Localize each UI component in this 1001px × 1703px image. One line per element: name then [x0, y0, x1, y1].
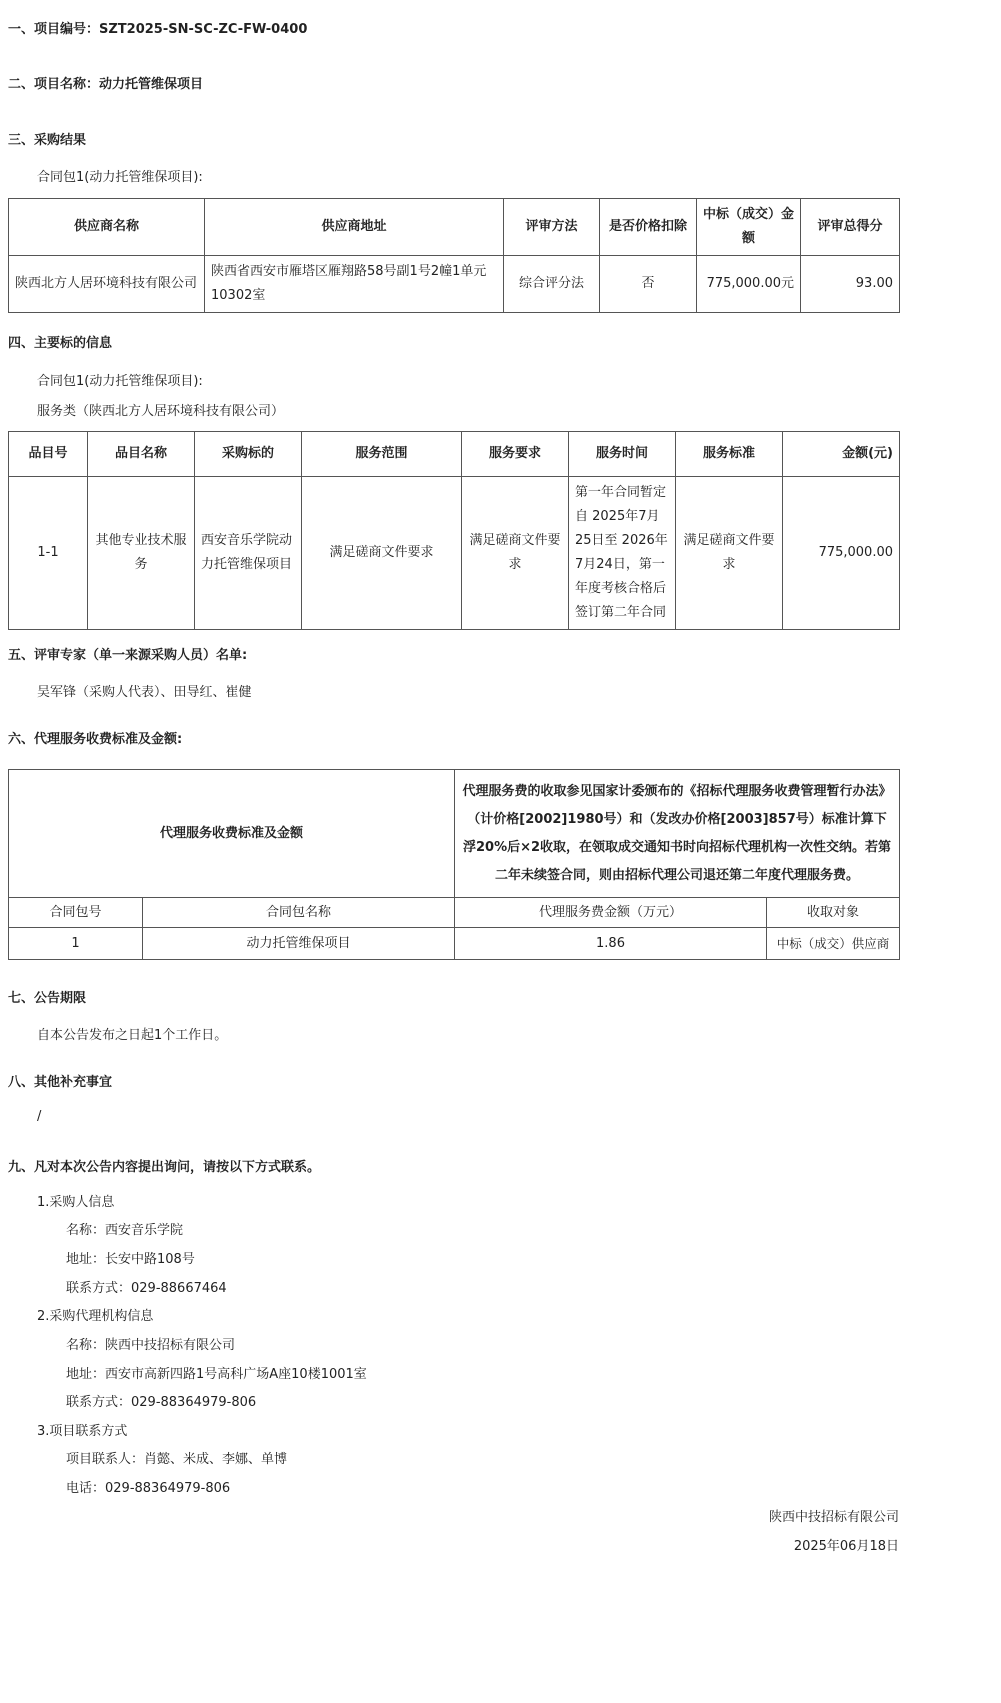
- table-row: [9, 477, 900, 630]
- purchaser-contact: 联系方式：029-88667464: [66, 1281, 227, 1296]
- section-9-title: 九、凡对本次公告内容提出询问，请按以下方式联系。: [8, 1160, 321, 1175]
- cell-award-amount: 775,000.00元: [697, 256, 801, 313]
- table-row: [9, 928, 900, 960]
- col-service-requirement: 服务要求: [462, 432, 569, 477]
- section-6-title: 六、代理服务收费标准及金额:: [8, 732, 183, 747]
- footer-company: 陕西中技招标有限公司: [768, 1510, 899, 1525]
- fee-standard-label: 代理服务收费标准及金额: [9, 770, 455, 898]
- cell-procurement-subject: 西安音乐学院动力托管维保项目: [195, 477, 302, 630]
- cell-fee-amount: 1.86: [455, 928, 767, 960]
- cell-package-name: 动力托管维保项目: [143, 928, 455, 960]
- cell-review-method: 综合评分法: [504, 256, 600, 313]
- cell-fee-payer: 中标（成交）供应商: [767, 928, 900, 960]
- agency-info-title: 2.采购代理机构信息: [37, 1309, 154, 1324]
- project-name-value: 动力托管维保项目: [99, 77, 204, 92]
- purchaser-info-title: 1.采购人信息: [37, 1195, 115, 1210]
- fee-standard-desc: 代理服务费的收取参见国家计委颁布的《招标代理服务收费管理暂行办法》（计价格[2002]1980号）和（发改办价格[2003]857号）标准计算下浮20%后×2收取，在领取成交通知书时向招标代理机构一次性交纳。若第二年未续签合同，则由招标代理公司退还第二年度代理服务费。: [455, 770, 900, 898]
- other-matters: /: [37, 1109, 42, 1124]
- project-number-value: SZT2025-SN-SC-ZC-FW-0400: [99, 22, 308, 37]
- col-package-name: 合同包名称: [143, 898, 455, 928]
- section-4-title: 四、主要标的信息: [8, 336, 113, 351]
- table-header-row: [9, 898, 900, 928]
- table-row: [9, 256, 900, 313]
- project-contact-person: 项目联系人：肖懿、米成、李娜、单博: [66, 1452, 288, 1467]
- project-number-line: [8, 18, 307, 37]
- col-supplier-address: 供应商地址: [205, 199, 504, 256]
- agency-name: 名称：陕西中技招标有限公司: [66, 1338, 236, 1353]
- project-name-line: [8, 73, 203, 92]
- col-service-standard: 服务标准: [676, 432, 783, 477]
- purchaser-name: 名称：西安音乐学院: [66, 1223, 184, 1238]
- table-header-row: [9, 199, 900, 256]
- announcement-period: 自本公告发布之日起1个工作日。: [37, 1028, 228, 1043]
- section-5-title: 五、评审专家（单一来源采购人员）名单:: [8, 648, 248, 663]
- section-3-title: 三、采购结果: [8, 133, 87, 148]
- section-7-title: 七、公告期限: [8, 991, 87, 1006]
- project-name-label: 二、项目名称：: [8, 77, 100, 92]
- col-service-time: 服务时间: [569, 432, 676, 477]
- footer-date: 2025年06月18日: [793, 1539, 899, 1554]
- expert-names: 吴军锋（采购人代表）、田导红、崔健: [37, 685, 252, 700]
- cell-service-requirement: 满足磋商文件要求: [462, 477, 569, 630]
- col-fee-amount: 代理服务费金额（万元）: [455, 898, 767, 928]
- col-package-number: 合同包号: [9, 898, 143, 928]
- col-item-name: 品目名称: [88, 432, 195, 477]
- cell-amount: 775,000.00: [783, 477, 900, 630]
- project-number-label: 一、项目编号：: [8, 22, 100, 37]
- col-procurement-subject: 采购标的: [195, 432, 302, 477]
- section-3-package: 合同包1(动力托管维保项目):: [37, 170, 203, 185]
- section-4-package: 合同包1(动力托管维保项目):: [37, 374, 203, 389]
- cell-package-number: 1: [9, 928, 143, 960]
- section-8-title: 八、其他补充事宜: [8, 1075, 113, 1090]
- col-supplier-name: 供应商名称: [9, 199, 205, 256]
- col-price-deduction: 是否价格扣除: [600, 199, 697, 256]
- section-4-category: 服务类（陕西北方人居环境科技有限公司）: [37, 404, 285, 419]
- cell-service-standard: 满足磋商文件要求: [676, 477, 783, 630]
- cell-supplier-address: 陕西省西安市雁塔区雁翔路58号副1号2幢1单元10302室: [205, 256, 504, 313]
- cell-supplier-name: 陕西北方人居环境科技有限公司: [9, 256, 205, 313]
- col-amount: 金额(元): [783, 432, 900, 477]
- agency-contact: 联系方式：029-88364979-806: [66, 1395, 257, 1410]
- fee-standard-row: [9, 770, 900, 898]
- table-header-row: [9, 432, 900, 477]
- project-contact-phone: 电话：029-88364979-806: [66, 1481, 231, 1496]
- project-contact-title: 3.项目联系方式: [37, 1424, 128, 1439]
- agency-address: 地址：西安市高新四路1号高科广场A座10楼1001室: [66, 1367, 367, 1382]
- cell-price-deduction: 否: [600, 256, 697, 313]
- procurement-result-table: [8, 198, 900, 313]
- cell-item-name: 其他专业技术服务: [88, 477, 195, 630]
- col-service-scope: 服务范围: [302, 432, 462, 477]
- main-subject-table: [8, 431, 900, 630]
- col-award-amount: 中标（成交）金额: [697, 199, 801, 256]
- col-item-number: 品目号: [9, 432, 88, 477]
- cell-service-time: 第一年合同暂定自 2025年7月25日至 2026年7月24日，第一年度考核合格后签订第二年合同: [569, 477, 676, 630]
- col-total-score: 评审总得分: [801, 199, 900, 256]
- cell-item-number: 1-1: [9, 477, 88, 630]
- col-fee-payer: 收取对象: [767, 898, 900, 928]
- cell-total-score: 93.00: [801, 256, 900, 313]
- purchaser-address: 地址：长安中路108号: [66, 1252, 195, 1267]
- agency-fee-table: [8, 769, 900, 960]
- cell-service-scope: 满足磋商文件要求: [302, 477, 462, 630]
- col-review-method: 评审方法: [504, 199, 600, 256]
